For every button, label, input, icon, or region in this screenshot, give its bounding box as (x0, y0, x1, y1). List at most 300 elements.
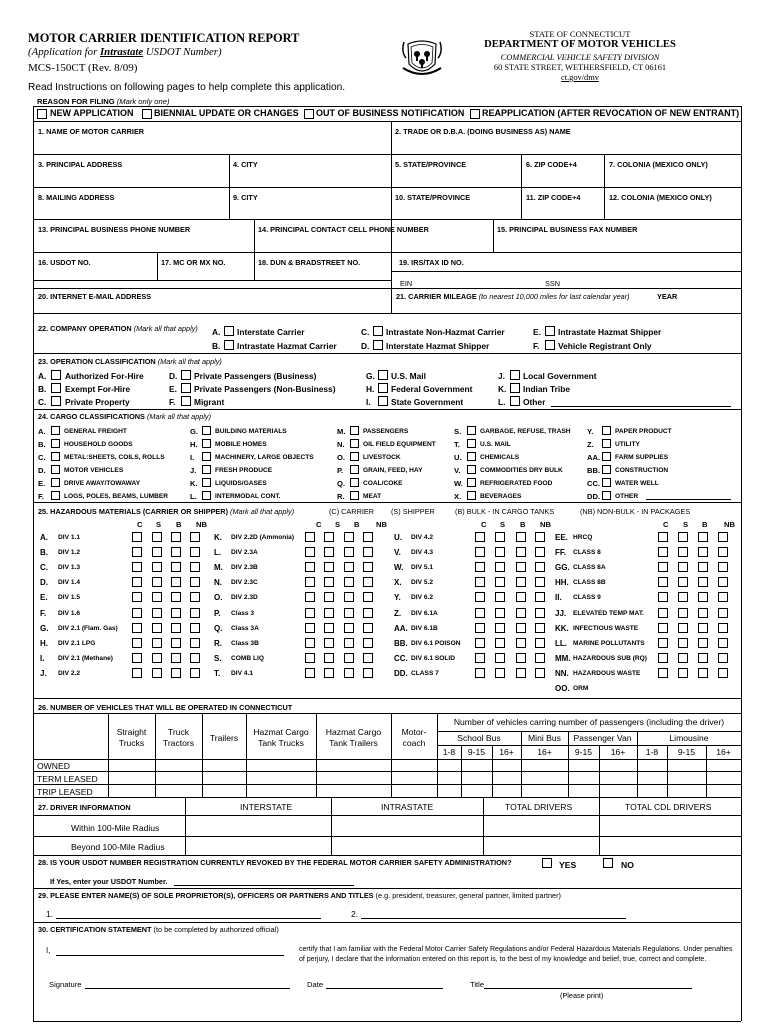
q23-k-letter: K. (498, 384, 507, 394)
hazmat-checkbox[interactable] (475, 668, 485, 678)
cargo-checkbox[interactable] (202, 426, 211, 435)
hazmat-checkbox[interactable] (516, 668, 526, 678)
hazmat-checkbox[interactable] (495, 668, 505, 678)
hazmat-checkbox[interactable] (363, 623, 373, 633)
federal-government-checkbox[interactable] (378, 383, 388, 393)
hazmat-checkbox[interactable] (132, 592, 142, 602)
hazmat-checkbox[interactable] (475, 592, 485, 602)
revoked-no-checkbox[interactable] (603, 858, 613, 868)
hazmat-checkbox[interactable] (190, 577, 200, 587)
hazmat-checkbox[interactable] (324, 577, 334, 587)
cargo-checkbox[interactable] (202, 491, 211, 500)
hazmat-checkbox[interactable] (718, 668, 728, 678)
hazmat-checkbox[interactable] (658, 623, 668, 633)
revoked-no-label: NO (621, 860, 634, 870)
hazmat-checkbox[interactable] (152, 668, 162, 678)
revoked-yes-label: YES (559, 860, 577, 870)
hazmat-checkbox[interactable] (363, 592, 373, 602)
hazmat-checkbox[interactable] (171, 653, 181, 663)
hazmat-checkbox[interactable] (190, 532, 200, 542)
hazmat-checkbox[interactable] (516, 562, 526, 572)
hazmat-checkbox[interactable] (535, 623, 545, 633)
hazmat-checkbox[interactable] (495, 623, 505, 633)
hazmat-checkbox[interactable] (305, 608, 315, 618)
hazmat-letter: LL. (555, 638, 567, 648)
hazmat-checkbox[interactable] (363, 668, 373, 678)
hazmat-letter: I. (40, 653, 45, 663)
hazmat-checkbox[interactable] (516, 623, 526, 633)
hazmat-checkbox[interactable] (658, 638, 668, 648)
hazmat-checkbox[interactable] (190, 623, 200, 633)
cargo-letter: B. (38, 440, 46, 449)
hazmat-checkbox[interactable] (678, 562, 688, 572)
cargo-checkbox[interactable] (602, 478, 611, 487)
vehicle-registrant-checkbox[interactable] (545, 340, 555, 350)
form-number: MCS-150CT (Rev. 8/09) (28, 62, 138, 74)
officer-1-label: 1. (46, 909, 54, 919)
hazmat-checkbox[interactable] (190, 653, 200, 663)
hazmat-checkbox[interactable] (305, 577, 315, 587)
hazmat-checkbox[interactable] (132, 623, 142, 633)
hazmat-checkbox[interactable] (658, 653, 668, 663)
hazmat-checkbox[interactable] (171, 562, 181, 572)
out-of-business-checkbox[interactable] (304, 109, 314, 119)
hazmat-checkbox[interactable] (698, 562, 708, 572)
cargo-checkbox[interactable] (467, 426, 476, 435)
hazmat-checkbox[interactable] (344, 638, 354, 648)
cargo-label: DRIVE AWAY/TOWAWAY (64, 479, 141, 487)
biennial-update-label: BIENNIAL UPDATE OR CHANGES (154, 108, 299, 118)
hazmat-checkbox[interactable] (305, 562, 315, 572)
cargo-label: LIQUIDS/GASES (215, 479, 267, 487)
hazmat-checkbox[interactable] (152, 562, 162, 572)
hazmat-letter: P. (214, 608, 221, 618)
field-4-label: 4. CITY (233, 160, 258, 169)
hazmat-checkbox[interactable] (152, 623, 162, 633)
interstate-carrier-label: Interstate Carrier (237, 327, 305, 337)
hazmat-checkbox[interactable] (305, 532, 315, 542)
hazmat-letter: D. (40, 578, 48, 588)
hazmat-checkbox[interactable] (132, 562, 142, 572)
hazmat-checkbox[interactable] (495, 653, 505, 663)
revoked-yes-checkbox[interactable] (542, 858, 552, 868)
other-op-input[interactable] (551, 406, 731, 407)
cargo-checkbox[interactable] (467, 439, 476, 448)
hazmat-checkbox[interactable] (152, 653, 162, 663)
hazmat-checkbox[interactable] (718, 623, 728, 633)
hazmat-checkbox[interactable] (152, 592, 162, 602)
cargo-checkbox[interactable] (467, 452, 476, 461)
q22-b-letter: B. (212, 341, 221, 351)
cargo-checkbox[interactable] (467, 491, 476, 500)
hazmat-checkbox[interactable] (535, 653, 545, 663)
hazmat-checkbox[interactable] (698, 592, 708, 602)
hazmat-checkbox[interactable] (475, 638, 485, 648)
certification-statement: certify that I am familiar with the Federal Motor Carrier Safety Regulations and/or Federal Hazardous Materials Regulations. Under penalties of perjury, I declare that the information entered on this report is, to the best of my knowledge and belief, true, correct and complete. (299, 946, 733, 963)
migrant-checkbox[interactable] (181, 396, 191, 406)
if-yes-label: If Yes, enter your USDOT Number. (50, 877, 168, 886)
hazmat-checkbox[interactable] (475, 532, 485, 542)
hazmat-checkbox[interactable] (344, 577, 354, 587)
hazmat-checkbox[interactable] (363, 547, 373, 557)
hazmat-checkbox[interactable] (698, 547, 708, 557)
intrastate-non-hazmat-checkbox[interactable] (373, 326, 383, 336)
hazmat-checkbox[interactable] (132, 638, 142, 648)
hazmat-checkbox[interactable] (171, 623, 181, 633)
hazmat-checkbox[interactable] (535, 608, 545, 618)
hazmat-checkbox[interactable] (152, 532, 162, 542)
cargo-label: CONSTRUCTION (615, 466, 669, 474)
hazmat-label: HRCQ (573, 534, 593, 541)
hazmat-checkbox[interactable] (324, 547, 334, 557)
hazmat-letter: R. (214, 638, 222, 648)
cargo-checkbox[interactable] (202, 439, 211, 448)
hazmat-letter: C. (40, 563, 48, 573)
hazmat-checkbox[interactable] (495, 577, 505, 587)
hazmat-checkbox[interactable] (495, 547, 505, 557)
col-hazmat-tank-trailers: Hazmat Cargo Tank Trailers (325, 727, 382, 748)
hazmat-checkbox[interactable] (324, 562, 334, 572)
cargo-checkbox[interactable] (202, 478, 211, 487)
hazmat-checkbox[interactable] (658, 608, 668, 618)
hazmat-checkbox[interactable] (678, 668, 688, 678)
cargo-letter: R. (337, 492, 345, 501)
hazmat-checkbox[interactable] (495, 638, 505, 648)
hazmat-checkbox[interactable] (678, 577, 688, 587)
other-op-checkbox[interactable] (510, 396, 520, 406)
row-owned: OWNED (37, 761, 70, 771)
date-input[interactable] (326, 988, 443, 989)
other-op-label: Other (523, 397, 546, 407)
hazmat-checkbox[interactable] (324, 623, 334, 633)
hazmat-checkbox[interactable] (324, 638, 334, 648)
hazmat-checkbox[interactable] (495, 562, 505, 572)
cargo-checkbox[interactable] (602, 439, 611, 448)
hazmat-checkbox[interactable] (698, 668, 708, 678)
hazmat-checkbox[interactable] (132, 547, 142, 557)
hazmat-checkbox[interactable] (698, 577, 708, 587)
hazmat-checkbox[interactable] (678, 532, 688, 542)
hazmat-checkbox[interactable] (698, 623, 708, 633)
private-passengers-business-label: Private Passengers (Business) (194, 371, 317, 381)
form-subtitle: (Application for Intrastate USDOT Number) (28, 46, 222, 58)
hazmat-checkbox[interactable] (324, 653, 334, 663)
hazmat-checkbox[interactable] (344, 653, 354, 663)
hazmat-checkbox[interactable] (658, 532, 668, 542)
hazmat-checkbox[interactable] (363, 532, 373, 542)
hazmat-checkbox[interactable] (495, 608, 505, 618)
hazmat-checkbox[interactable] (132, 532, 142, 542)
hazmat-checkbox[interactable] (344, 608, 354, 618)
cargo-checkbox[interactable] (467, 478, 476, 487)
hazmat-checkbox[interactable] (516, 592, 526, 602)
q23-g-letter: G. (366, 371, 375, 381)
us-mail-op-checkbox[interactable] (378, 370, 388, 380)
hazmat-label: DIV 2.1 (Flam. Gas) (58, 624, 118, 632)
cargo-checkbox[interactable] (350, 491, 359, 500)
hazmat-checkbox[interactable] (678, 592, 688, 602)
hazmat-col-header: S (156, 520, 162, 529)
dba-name-input[interactable] (395, 136, 737, 154)
field-6-label: 6. ZIP CODE+4 (526, 160, 577, 169)
hazmat-checkbox[interactable] (190, 638, 200, 648)
intrastate-hazmat-shipper-checkbox[interactable] (545, 326, 555, 336)
department-website[interactable]: ct.gov/dmv (561, 73, 599, 82)
cargo-letter: T. (454, 440, 460, 449)
hazmat-col-header: B (354, 520, 360, 529)
cargo-checkbox[interactable] (602, 465, 611, 474)
hazmat-checkbox[interactable] (344, 623, 354, 633)
signature-input[interactable] (85, 988, 290, 989)
hazmat-checkbox[interactable] (535, 562, 545, 572)
row-within-100: Within 100-Mile Radius (71, 823, 160, 833)
hazmat-checkbox[interactable] (190, 562, 200, 572)
interstate-carrier-checkbox[interactable] (224, 326, 234, 336)
hazmat-checkbox[interactable] (535, 638, 545, 648)
hazmat-checkbox[interactable] (171, 532, 181, 542)
hazmat-checkbox[interactable] (152, 577, 162, 587)
hazmat-letter: CC. (394, 653, 408, 663)
cargo-letter: O. (337, 453, 346, 462)
field-2-label: 2. TRADE OR D.B.A. (DOING BUSINESS AS) NAME (395, 127, 571, 136)
hazmat-checkbox[interactable] (132, 577, 142, 587)
hazmat-letter: G. (40, 623, 49, 633)
hazmat-checkbox[interactable] (516, 653, 526, 663)
cargo-checkbox[interactable] (350, 439, 359, 448)
hazmat-checkbox[interactable] (535, 532, 545, 542)
hazmat-checkbox[interactable] (305, 638, 315, 648)
department-address: 60 STATE STREET, WETHERSFIELD, CT 06161 (493, 63, 667, 72)
cargo-label: METAL:SHEETS, COILS, ROLLS (64, 453, 165, 461)
field-12-label: 12. COLONIA (MEXICO ONLY) (609, 193, 712, 202)
hazmat-checkbox[interactable] (475, 562, 485, 572)
cargo-checkbox[interactable] (51, 439, 60, 448)
division-name: COMMERCIAL VEHICLE SAFETY DIVISION (500, 53, 660, 62)
hazmat-checkbox[interactable] (516, 577, 526, 587)
hazmat-checkbox[interactable] (171, 668, 181, 678)
hazmat-checkbox[interactable] (678, 623, 688, 633)
hazmat-checkbox[interactable] (305, 653, 315, 663)
hazmat-letter: KK. (555, 623, 569, 633)
hazmat-checkbox[interactable] (190, 547, 200, 557)
hazmat-checkbox[interactable] (475, 623, 485, 633)
hazmat-checkbox[interactable] (305, 668, 315, 678)
col-interstate: INTERSTATE (240, 802, 293, 812)
field-8-label: 8. MAILING ADDRESS (38, 193, 115, 202)
hazmat-checkbox[interactable] (678, 608, 688, 618)
hazmat-checkbox[interactable] (718, 577, 728, 587)
hazmat-col-header: NB (724, 520, 735, 529)
legend-carrier: (C) CARRIER (329, 507, 374, 516)
field-20-label: 20. INTERNET E-MAIL ADDRESS (38, 292, 152, 301)
hazmat-checkbox[interactable] (132, 653, 142, 663)
hazmat-checkbox[interactable] (171, 547, 181, 557)
hazmat-col-header: C (663, 520, 669, 529)
hazmat-checkbox[interactable] (516, 532, 526, 542)
hazmat-checkbox[interactable] (363, 653, 373, 663)
hazmat-label: DIV 2.3D (231, 594, 258, 602)
hazmat-checkbox[interactable] (190, 608, 200, 618)
hazmat-checkbox[interactable] (658, 577, 668, 587)
hazmat-checkbox[interactable] (344, 668, 354, 678)
hazmat-checkbox[interactable] (698, 653, 708, 663)
hazmat-letter: S. (214, 653, 222, 663)
hazmat-checkbox[interactable] (132, 608, 142, 618)
hazmat-checkbox[interactable] (363, 638, 373, 648)
hazmat-checkbox[interactable] (718, 592, 728, 602)
hazmat-label: Class 3B (231, 639, 259, 647)
usdot-number-input[interactable] (174, 885, 354, 886)
cargo-checkbox[interactable] (51, 426, 60, 435)
authorized-for-hire-checkbox[interactable] (51, 370, 61, 380)
cargo-other-input[interactable] (646, 499, 731, 500)
hazmat-checkbox[interactable] (305, 592, 315, 602)
exempt-for-hire-checkbox[interactable] (51, 383, 61, 393)
hazmat-checkbox[interactable] (171, 577, 181, 587)
us-mail-op-label: U.S. Mail (391, 371, 426, 381)
officer-1-input[interactable] (56, 918, 321, 919)
hazmat-checkbox[interactable] (171, 608, 181, 618)
hazmat-checkbox[interactable] (658, 592, 668, 602)
local-government-checkbox[interactable] (510, 370, 520, 380)
local-government-label: Local Government (523, 371, 597, 381)
cargo-checkbox[interactable] (602, 491, 611, 500)
q23-label: 23. OPERATION CLASSIFICATION (Mark all that apply) (38, 357, 222, 366)
cargo-label: LIVESTOCK (363, 453, 401, 461)
signature-label: Signature (49, 980, 82, 989)
hazmat-checkbox[interactable] (698, 638, 708, 648)
hazmat-checkbox[interactable] (324, 608, 334, 618)
hazmat-checkbox[interactable] (718, 638, 728, 648)
hazmat-checkbox[interactable] (678, 653, 688, 663)
hazmat-checkbox[interactable] (516, 547, 526, 557)
hazmat-checkbox[interactable] (718, 547, 728, 557)
cargo-checkbox[interactable] (350, 426, 359, 435)
hazmat-checkbox[interactable] (495, 532, 505, 542)
cargo-checkbox[interactable] (602, 452, 611, 461)
hazmat-letter: JJ. (555, 608, 567, 618)
hazmat-checkbox[interactable] (363, 577, 373, 587)
hazmat-checkbox[interactable] (324, 592, 334, 602)
private-passengers-business-checkbox[interactable] (181, 370, 191, 380)
cargo-checkbox[interactable] (51, 491, 60, 500)
officer-2-input[interactable] (361, 918, 626, 919)
cargo-checkbox[interactable] (350, 452, 359, 461)
hazmat-checkbox[interactable] (363, 562, 373, 572)
hazmat-checkbox[interactable] (678, 638, 688, 648)
cargo-checkbox[interactable] (51, 465, 60, 474)
hazmat-checkbox[interactable] (305, 623, 315, 633)
hazmat-checkbox[interactable] (475, 608, 485, 618)
hazmat-checkbox[interactable] (718, 562, 728, 572)
hazmat-checkbox[interactable] (344, 562, 354, 572)
new-application-checkbox[interactable] (37, 109, 47, 119)
carrier-name-input[interactable] (38, 136, 388, 154)
cargo-checkbox[interactable] (202, 452, 211, 461)
col-motorcoach: Motor- coach (401, 727, 427, 748)
hazmat-checkbox[interactable] (344, 532, 354, 542)
cargo-checkbox[interactable] (202, 465, 211, 474)
hazmat-checkbox[interactable] (475, 547, 485, 557)
cargo-checkbox[interactable] (51, 452, 60, 461)
hazmat-checkbox[interactable] (718, 532, 728, 542)
hazmat-letter: E. (40, 593, 48, 603)
vehicle-registrant-label: Vehicle Registrant Only (558, 341, 652, 351)
hazmat-checkbox[interactable] (190, 592, 200, 602)
hazmat-checkbox[interactable] (344, 547, 354, 557)
hazmat-col-header: S (335, 520, 341, 529)
hazmat-checkbox[interactable] (152, 638, 162, 648)
hazmat-checkbox[interactable] (535, 577, 545, 587)
hazmat-letter: M. (214, 563, 223, 573)
hazmat-checkbox[interactable] (324, 668, 334, 678)
hazmat-checkbox[interactable] (658, 668, 668, 678)
cargo-label: CHEMICALS (480, 453, 520, 461)
hazmat-checkbox[interactable] (535, 668, 545, 678)
hazmat-checkbox[interactable] (658, 562, 668, 572)
biennial-update-checkbox[interactable] (142, 109, 152, 119)
hazmat-letter: NN. (555, 668, 569, 678)
private-passengers-nonbusiness-checkbox[interactable] (181, 383, 191, 393)
hazmat-label: HAZARDOUS WASTE (573, 669, 641, 677)
hazmat-checkbox[interactable] (324, 532, 334, 542)
cert-name-input[interactable] (56, 955, 284, 956)
cargo-checkbox[interactable] (602, 426, 611, 435)
hazmat-checkbox[interactable] (475, 577, 485, 587)
cargo-checkbox[interactable] (51, 478, 60, 487)
cargo-checkbox[interactable] (350, 478, 359, 487)
hazmat-checkbox[interactable] (718, 608, 728, 618)
cargo-checkbox[interactable] (350, 465, 359, 474)
hazmat-checkbox[interactable] (475, 653, 485, 663)
hazmat-letter: Z. (394, 608, 402, 618)
reapplication-checkbox[interactable] (470, 109, 480, 119)
hazmat-checkbox[interactable] (171, 592, 181, 602)
hazmat-checkbox[interactable] (305, 547, 315, 557)
hazmat-checkbox[interactable] (190, 668, 200, 678)
hazmat-checkbox[interactable] (171, 638, 181, 648)
title-input[interactable] (484, 988, 692, 989)
hazmat-label: DIV 5.2 (411, 579, 433, 587)
hazmat-checkbox[interactable] (678, 547, 688, 557)
hazmat-checkbox[interactable] (535, 547, 545, 557)
private-property-label: Private Property (65, 397, 130, 407)
hazmat-checkbox[interactable] (495, 592, 505, 602)
hazmat-checkbox[interactable] (132, 668, 142, 678)
hazmat-checkbox[interactable] (344, 592, 354, 602)
hazmat-checkbox[interactable] (152, 547, 162, 557)
hazmat-checkbox[interactable] (718, 653, 728, 663)
ein-label: EIN (400, 279, 413, 288)
interstate-hazmat-shipper-checkbox[interactable] (373, 340, 383, 350)
hazmat-checkbox[interactable] (516, 608, 526, 618)
state-government-checkbox[interactable] (378, 396, 388, 406)
hazmat-checkbox[interactable] (535, 592, 545, 602)
hazmat-checkbox[interactable] (516, 638, 526, 648)
intrastate-hazmat-carrier-checkbox[interactable] (224, 340, 234, 350)
private-property-checkbox[interactable] (51, 396, 61, 406)
hazmat-checkbox[interactable] (658, 547, 668, 557)
hazmat-checkbox[interactable] (698, 532, 708, 542)
hazmat-checkbox[interactable] (698, 608, 708, 618)
indian-tribe-checkbox[interactable] (510, 383, 520, 393)
hazmat-letter: MM. (555, 653, 571, 663)
q30-label: 30. CERTIFICATION STATEMENT (to be completed by authorized official) (38, 925, 279, 934)
cargo-checkbox[interactable] (467, 465, 476, 474)
hazmat-label: DIV 4.3 (411, 549, 433, 557)
hazmat-checkbox[interactable] (152, 608, 162, 618)
hazmat-checkbox[interactable] (363, 608, 373, 618)
